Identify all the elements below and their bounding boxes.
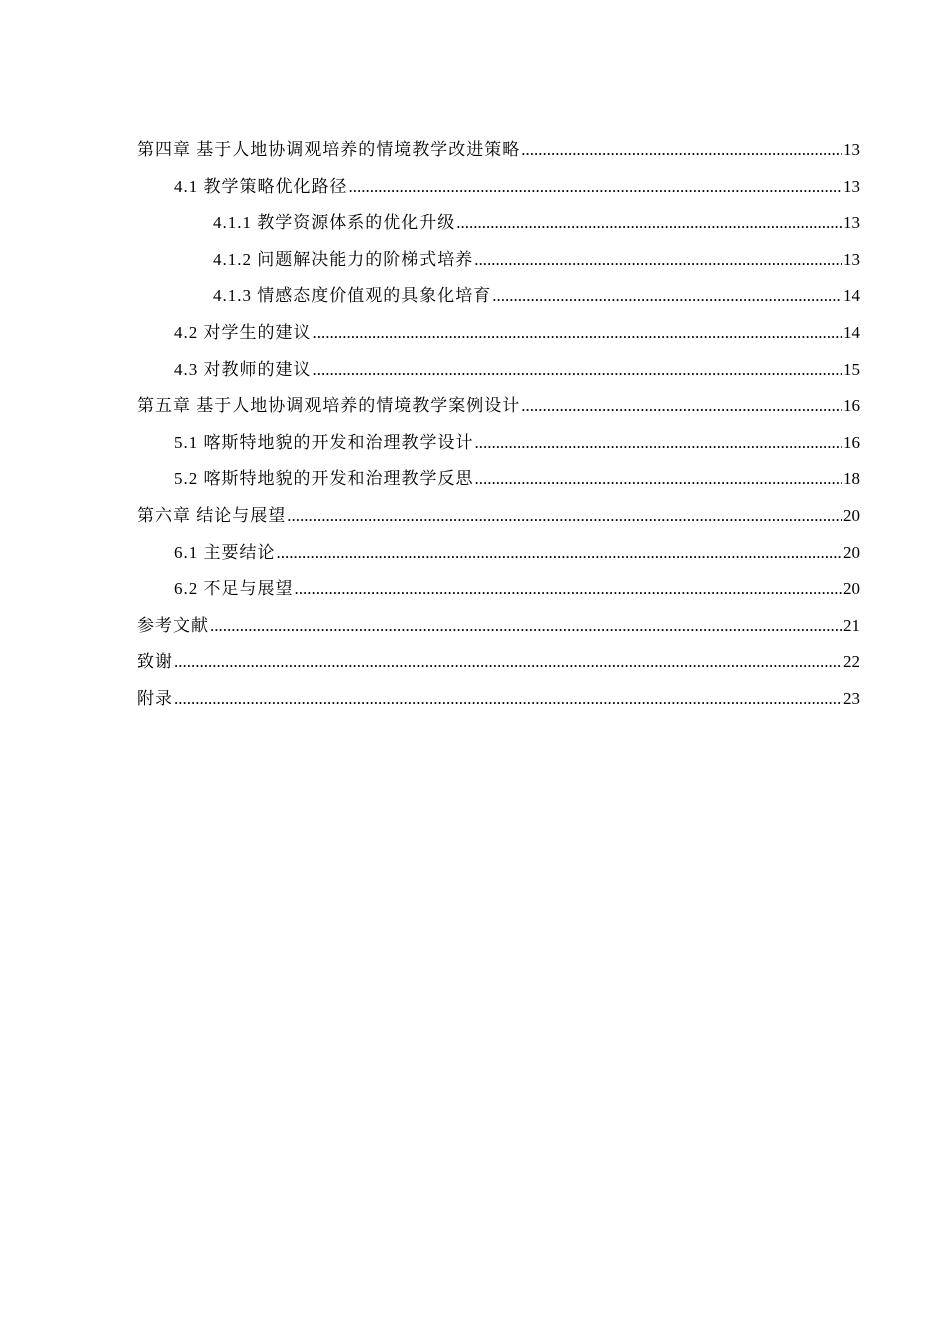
toc-dot-leader [174,686,842,712]
toc-entry[interactable] [137,393,860,430]
toc-dot-leader [287,503,842,529]
toc-entry[interactable] [137,649,860,686]
toc-dot-leader [349,174,843,200]
toc-entry[interactable] [137,247,860,284]
toc-entry[interactable] [137,357,860,394]
toc-entry-title: 第四章 基于人地协调观培养的情境教学改进策略 [137,140,521,159]
toc-page-number: 13 [843,140,860,159]
toc-page-number: 21 [843,615,860,635]
toc-dot-leader [475,430,843,456]
toc-entry-title: 致谢 [137,652,173,672]
toc-entry-title: 4.1 教学策略优化路径 [174,176,348,196]
toc-page-number: 23 [843,688,860,708]
toc-dot-leader [277,540,843,566]
toc-entry[interactable] [137,210,860,247]
toc-page-number: 13 [843,213,860,233]
toc-entry-title: 第五章 基于人地协调观培养的情境教学案例设计 [137,396,521,416]
table-of-contents [137,137,860,723]
toc-page-number: 16 [843,396,860,416]
toc-dot-leader [456,210,842,236]
toc-entry-title: 5.2 喀斯特地貌的开发和治理教学反思 [174,469,474,489]
toc-dot-leader [521,137,842,163]
toc-entry-title: 4.1.3 情感态度价值观的具象化培育 [213,286,492,306]
toc-entry-title: 4.2 对学生的建议 [174,322,312,342]
toc-page-number: 14 [843,286,860,306]
toc-page-number: 14 [843,322,860,342]
toc-dot-leader [174,649,842,675]
toc-entry-title: 6.2 不足与展望 [174,579,294,599]
toc-entry[interactable] [137,174,860,211]
toc-dot-leader [313,320,843,346]
toc-entry[interactable] [137,686,860,723]
toc-dot-leader [474,247,842,273]
toc-page-number: 18 [843,469,860,489]
toc-entry[interactable] [137,613,860,650]
toc-dot-leader [492,283,842,309]
toc-dot-leader [210,613,842,639]
toc-dot-leader [313,357,843,383]
toc-page-number: 22 [843,652,860,672]
toc-entry-title: 参考文献 [137,615,209,635]
toc-page-number: 20 [843,579,860,599]
toc-entry[interactable] [137,283,860,320]
toc-entry-title: 4.1.1 教学资源体系的优化升级 [213,213,456,233]
toc-entry[interactable] [137,540,860,577]
toc-entry-title: 附录 [137,688,173,708]
toc-dot-leader [475,466,843,492]
toc-page-number: 13 [843,249,860,269]
toc-page-number: 13 [843,176,860,196]
toc-entry[interactable] [137,466,860,503]
toc-page-number: 20 [843,505,860,525]
toc-entry[interactable] [137,576,860,613]
toc-page-number: 15 [843,359,860,379]
toc-entry[interactable] [137,503,860,540]
toc-dot-leader [295,576,843,602]
toc-entry[interactable] [137,137,860,174]
toc-page-number: 20 [843,542,860,562]
toc-entry-title: 4.1.2 问题解决能力的阶梯式培养 [213,249,474,269]
toc-entry[interactable] [137,430,860,467]
toc-entry[interactable] [137,320,860,357]
toc-entry-title: 第六章 结论与展望 [137,505,287,525]
toc-page-number: 16 [843,432,860,452]
toc-entry-title: 5.1 喀斯特地貌的开发和治理教学设计 [174,432,474,452]
toc-entry-title: 6.1 主要结论 [174,542,276,562]
toc-dot-leader [521,393,842,419]
toc-entry-title: 4.3 对教师的建议 [174,359,312,379]
